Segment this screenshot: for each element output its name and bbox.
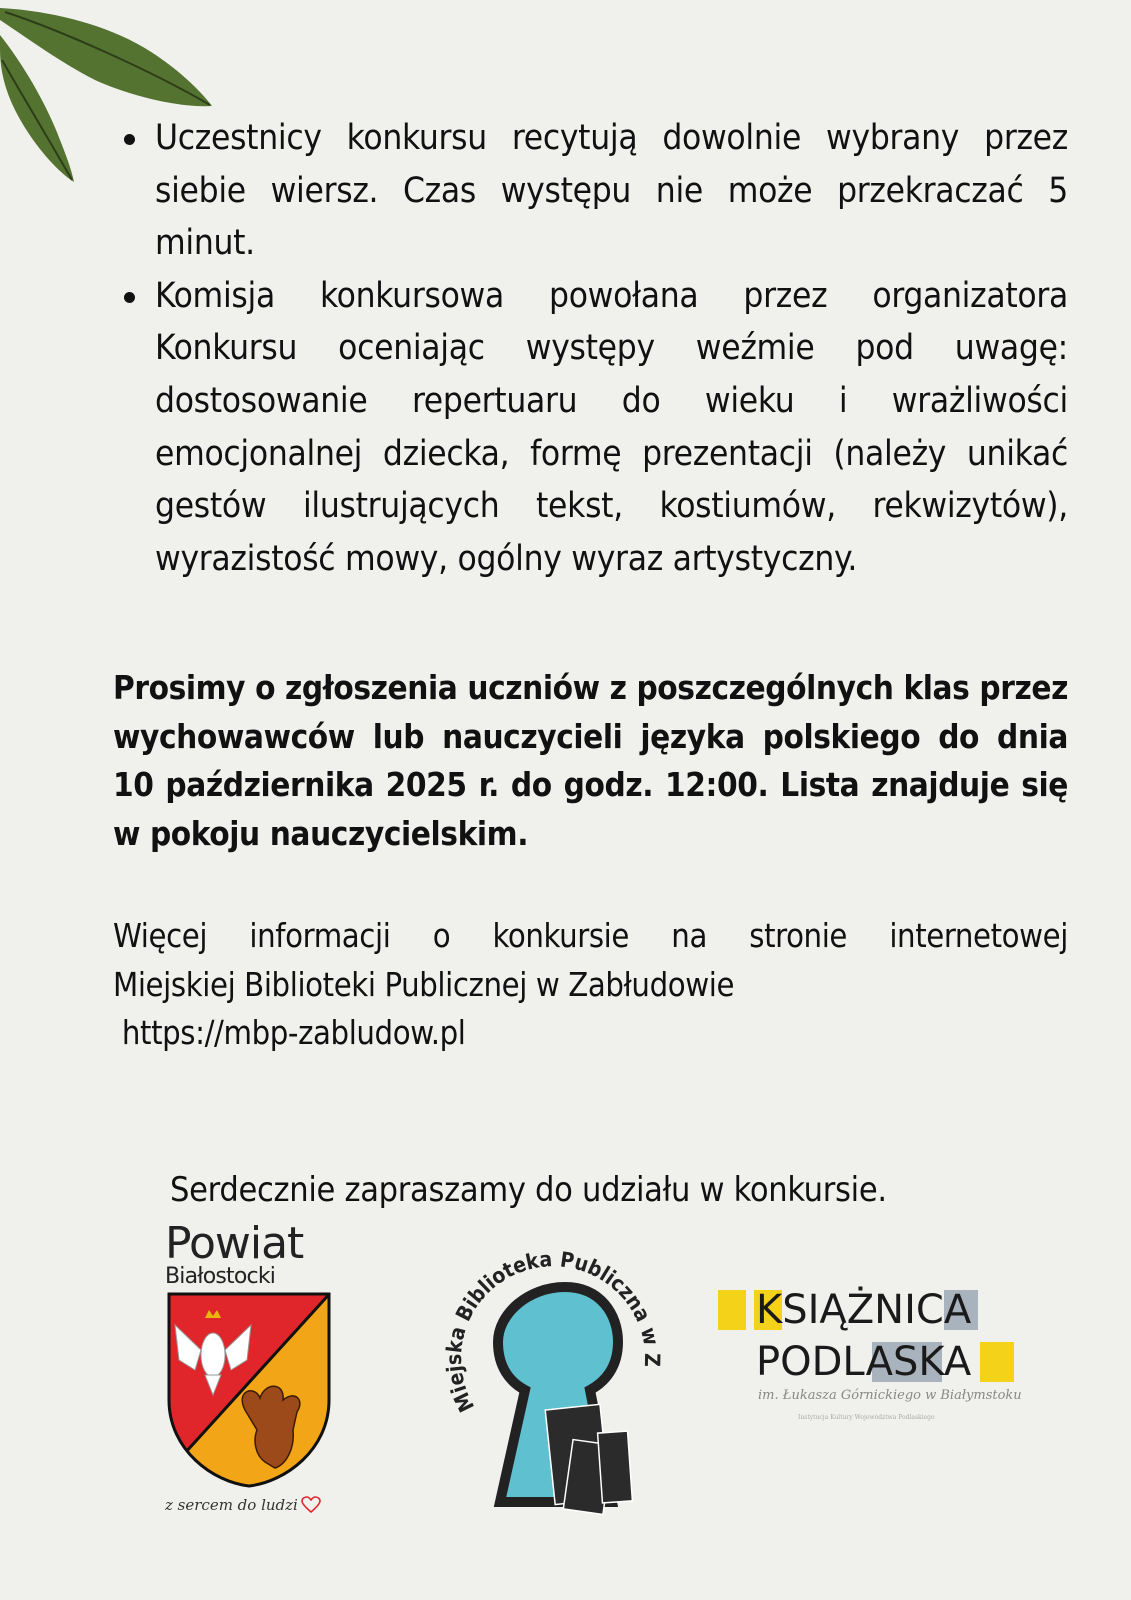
- rule-text: Komisja konkursowa powołana przez organizatora Konkursu oceniając występy weźmie pod uwagę: dostosowanie repertuaru do wieku i wrażliwości emocjonalnej dziecka, formę prezentacji (należy unikać gestów ilustrujących tekst, kostiumów, rekwizytów), wyrazistość mowy, ogólny wyraz artystyczny.: [155, 275, 1068, 579]
- website-link[interactable]: https://mbp-zabludow.pl: [113, 1014, 466, 1053]
- more-info-line1: Więcej informacji o konkursie na stronie internetowej: [113, 917, 1068, 955]
- powiat-motto: z sercem do ludzi: [165, 1496, 298, 1514]
- powiat-title: Powiat: [165, 1218, 304, 1269]
- registration-notice: Prosimy o zgłoszenia uczniów z poszczególnych klas przez wychowawców lub nauczycieli języka polskiego do dnia 10 października 2025 r. do godz. 12:00. Lista znajduje się w pokoju nauczycielskim.: [113, 668, 1068, 853]
- powiat-subtitle: Białostocki: [165, 1264, 276, 1289]
- bullet-icon: [124, 134, 135, 145]
- more-info-line2: Miejskiej Biblioteki Publicznej w Zabłudowie: [113, 965, 735, 1004]
- ksiaznica-line4: Instytucja Kultury Województwa Podlaskiego: [798, 1414, 935, 1421]
- rule-text: Uczestnicy konkursu recytują dowolnie wybrany przez siebie wiersz. Czas występu nie może przekraczać 5 minut.: [155, 118, 1068, 264]
- rule-item: [120, 270, 1068, 586]
- ksiaznica-line1: KSIĄŻNICA: [756, 1287, 972, 1333]
- rules-list: [120, 112, 1068, 585]
- heart-icon: [301, 1496, 321, 1514]
- rule-item: [120, 112, 1068, 270]
- ksiaznica-line3: im. Łukasza Górnickiego w Białymstoku: [758, 1388, 1022, 1403]
- powiat-logo: [165, 1218, 337, 1522]
- keyhole-books-icon: [440, 1222, 670, 1518]
- mbp-logo-text: Miejska Biblioteka Publiczna w Z: [442, 1247, 665, 1416]
- ksiaznica-logo: [718, 1288, 1028, 1438]
- more-info: [113, 912, 1068, 1058]
- mbp-logo: [440, 1222, 670, 1518]
- invitation-text: Serdecznie zapraszamy do udziału w konkursie.: [170, 1170, 887, 1210]
- ksiaznica-line2: PODLASKA: [756, 1339, 972, 1385]
- bullet-icon: [124, 292, 135, 303]
- coat-of-arms-icon: [165, 1290, 333, 1490]
